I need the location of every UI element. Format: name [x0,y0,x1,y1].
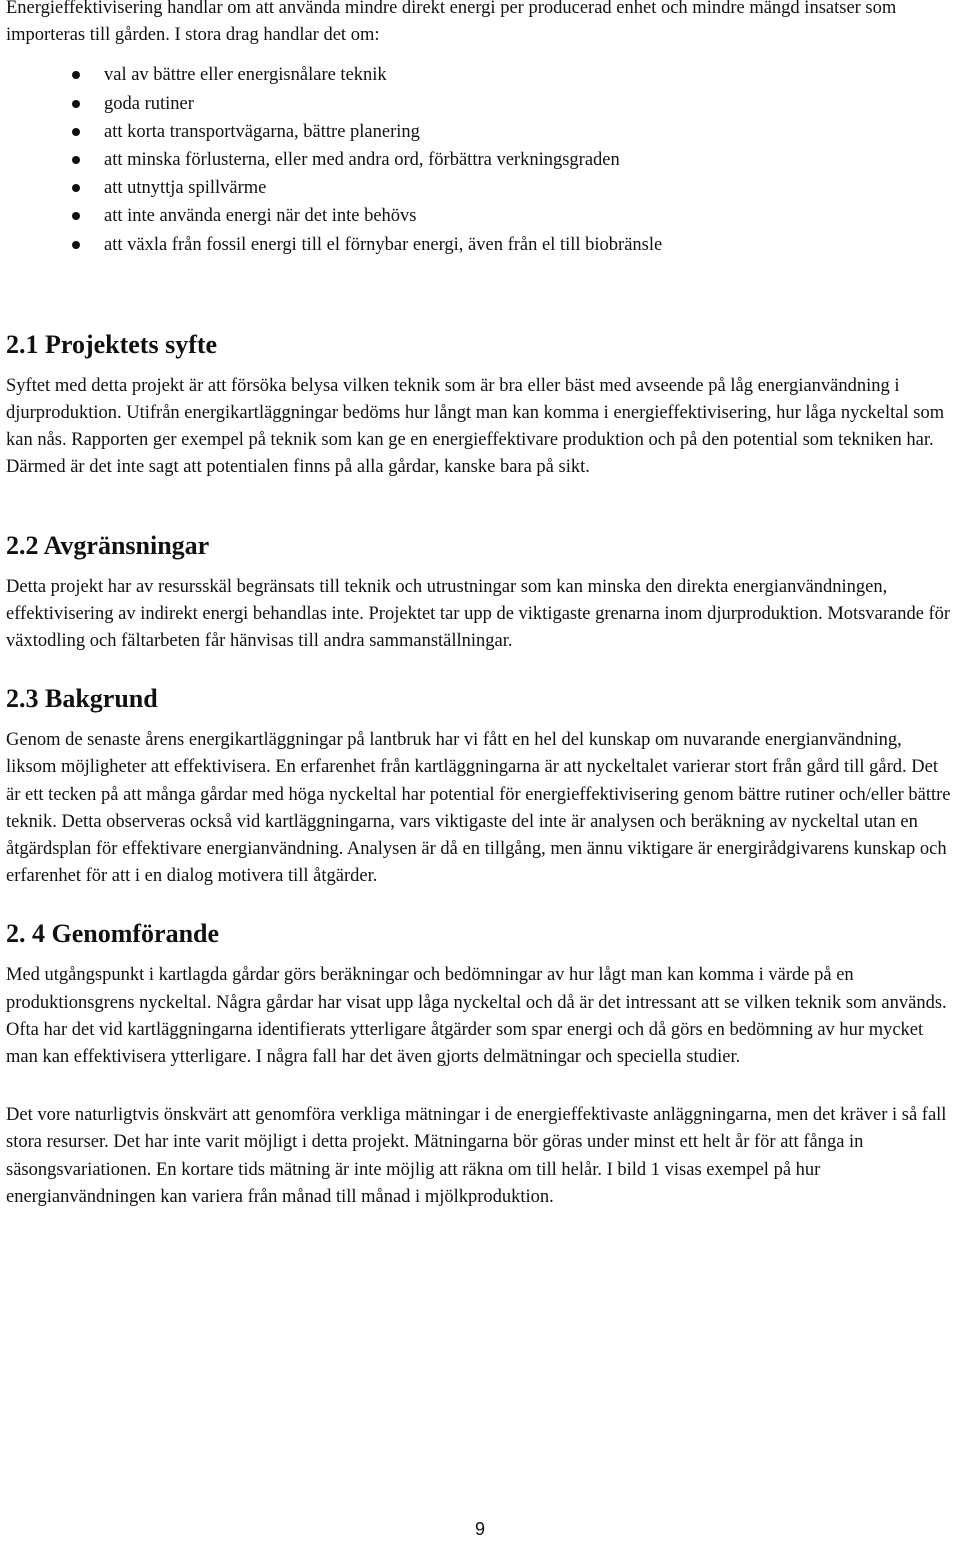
section-paragraph: Med utgångspunkt i kartlagda gårdar görs beräkningar och bedömningar av hur lågt man kan komma i värde på en produktionsgrens nyckeltal. Några gårdar har visat upp låga nyckeltal och då är det intressant att se vilken teknik som används. Ofta har det vid kartläggningarna identifierats ytterligare åtgärder som spar energi och då görs en bedömning av hur mycket man kan effektivisera ytterligare. I några fall har det även gjorts delmätningar och speciella studier. [6,965,947,1068]
intro-paragraph: Energieffektivisering handlar om att använda mindre direkt energi per producerad enhet och mindre mängd insatser som importeras till gården. I stora drag handlar det om: [6,0,897,46]
section-paragraph: Genom de senaste årens energikartläggningar på lantbruk har vi fått en hel del kunskap om nuvarande energianvändning, liksom möjligheter att effektivisera. En erfarenhet från kartläggningarna är att nyckeltalet varierar stort från gård till gård. Det är ett tecken på att många gårdar med höga nyckeltal har potential för energieffektivisering genom bättre rutiner och/eller bättre teknik. Detta observeras också vid kartläggningarna, vars viktigaste del inte är analysen och beräkning av nyckeltal utan en åtgärdsplan för effektivare energianvändning. Analysen är då en tillgång, men ännu viktigare är energirådgivarens kunskap och erfarenhet för att i en dialog motivera till åtgärder. [6,730,951,887]
bullet-text: att minska förlusterna, eller med andra ord, förbättra verkningsgraden [104,150,620,171]
bullet-text: att korta transportvägarna, bättre planering [104,121,420,142]
bullet-icon [72,71,80,79]
section-paragraph: Detta projekt har av resursskäl begränsats till teknik och utrustningar som kan minska den direkta energianvändningen, effektivisering av indirekt energi behandlas inte. Projektet tar upp de viktigaste grenarna inom djurproduktion. Motsvarande för växtodling och fältarbeten får hänvisas till andra sammanställningar. [6,576,951,652]
bullet-icon [72,212,80,220]
bullet-item [6,90,956,118]
bullet-item [6,174,956,202]
section-heading-genomforande: 2. 4 Genomförande [6,919,220,949]
section-heading-projektets-syfte: 2.1 Projektets syfte [6,329,218,359]
bullet-text: goda rutiner [104,93,194,114]
bullet-text: val av bättre eller energisnålare teknik [104,65,387,86]
bullet-icon [72,241,80,249]
section-heading-avgransningar: 2.2 Avgränsningar [6,530,210,560]
document-page [6,0,956,1211]
section-heading-bakgrund: 2.3 Bakgrund [6,684,158,714]
bullet-item [6,118,956,146]
bullet-icon [72,184,80,192]
section-paragraph: Syftet med detta projekt är att försöka belysa vilken teknik som är bra eller bäst med avseende på låg energianvändning i djurproduktion. Utifrån energikartläggningar bedöms hur långt man kan komma i energieffektivisering, hur låga nyckeltal som kan nås. Rapporten ger exempel på teknik som kan ge en energieffektivare produktion och på den potential som tekniken har. Därmed är det inte sagt att potentialen finns på alla gårdar, kanske bara på sikt. [6,375,945,478]
bullet-list [6,61,956,258]
bullet-text: att växla från fossil energi till el förnybar energi, även från el till biobränsle [104,234,663,255]
bullet-text: att inte använda energi när det inte behövs [104,206,417,227]
bullet-icon [72,156,80,164]
bullet-item [6,231,956,259]
section-paragraph: Det vore naturligtvis önskvärt att genomföra verkliga mätningar i de energieffektivaste anläggningarna, men det kräver i så fall stora resurser. Det har inte varit möjligt i detta projekt. Mätningarna bör göras under minst ett helt år för att fånga in säsongsvariationen. En kortare tids mätning är inte möjlig att räkna om till helår. I bild 1 visas exempel på hur energianvändningen kan variera från månad till månad i mjölkproduktion. [6,1105,947,1207]
bullet-item [6,202,956,230]
bullet-icon [72,100,80,108]
page-number: 9 [474,1519,485,1539]
bullet-item [6,61,956,89]
bullet-text: att utnyttja spillvärme [104,178,267,199]
bullet-item [6,146,956,174]
bullet-icon [72,128,80,136]
